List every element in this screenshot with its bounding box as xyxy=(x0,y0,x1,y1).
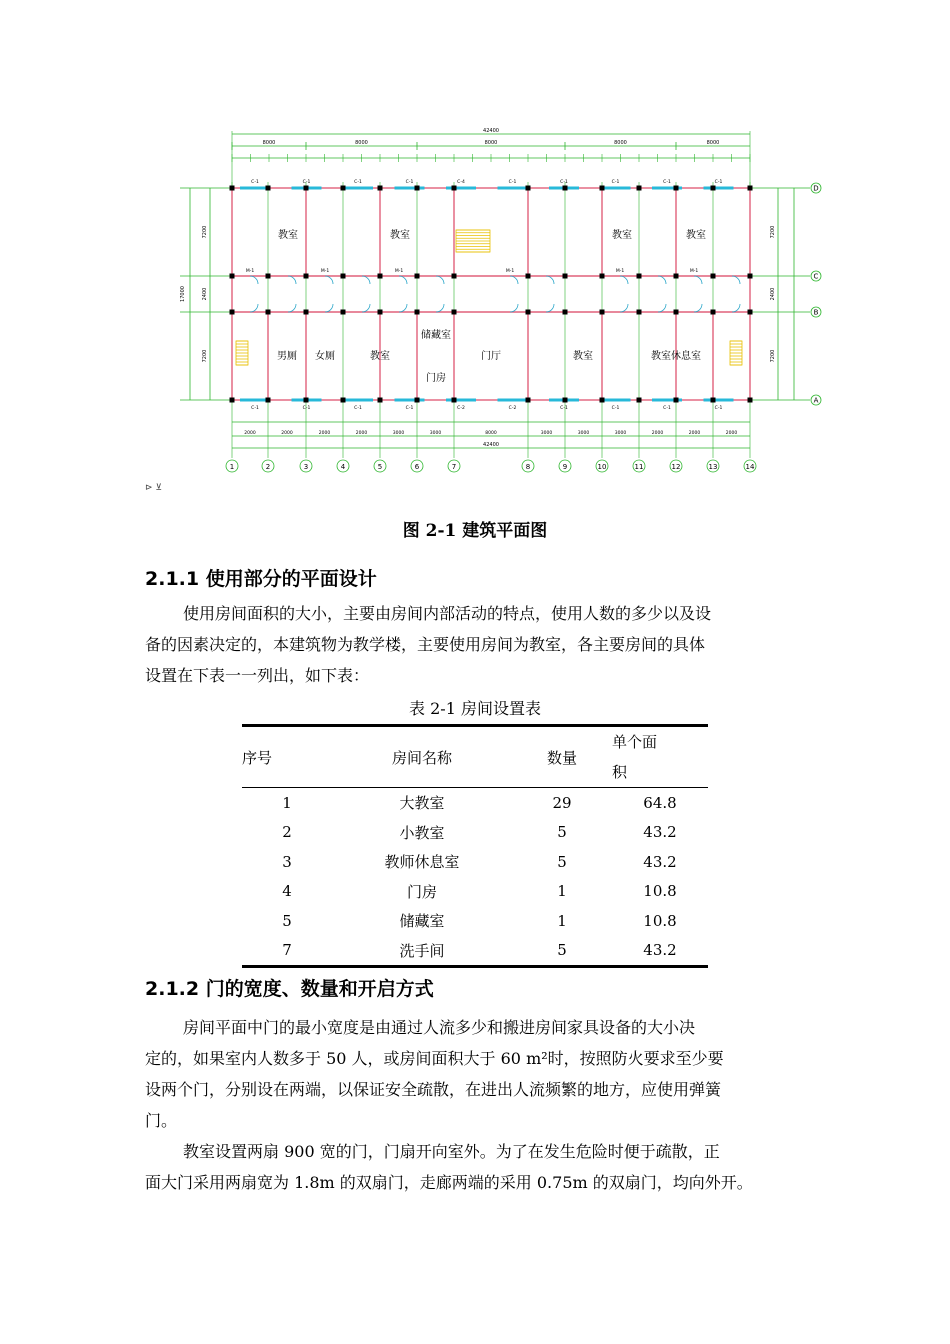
door-arc xyxy=(250,304,258,312)
table-row xyxy=(242,788,708,818)
cell-qty: 5 xyxy=(557,852,567,871)
room-label-classroom: 教室 xyxy=(612,230,632,241)
cell-area: 43.2 xyxy=(643,941,677,960)
structural-column xyxy=(674,310,679,315)
door-arc xyxy=(399,276,407,284)
structural-column xyxy=(266,398,271,403)
structural-column xyxy=(341,310,346,315)
door-label: M-1 xyxy=(505,269,515,274)
dim-total-bottom: 42400 xyxy=(483,442,499,448)
room-label-classroom: 教室 xyxy=(573,351,593,362)
structural-column xyxy=(674,274,679,279)
door-label: M-1 xyxy=(320,269,330,274)
dim-total-top: 42400 xyxy=(483,128,499,134)
window-label-top: C-4 xyxy=(457,180,465,185)
door-arc xyxy=(288,276,296,284)
cell-area: 10.8 xyxy=(643,882,677,901)
outer-wall xyxy=(232,188,750,400)
dim-bay-top: 8000 xyxy=(706,140,720,146)
window-label-bottom: C-1 xyxy=(405,406,414,411)
structural-column xyxy=(637,398,642,403)
axis-number: 10 xyxy=(597,463,607,471)
room-label-hall: 门厅 xyxy=(481,351,501,362)
door-arc xyxy=(325,304,333,312)
paragraph-line: 使用房间面积的大小，主要由房间内部活动的特点，使用人数的多少以及设 xyxy=(183,604,712,623)
table-row xyxy=(242,906,708,936)
dim-bottom: 2000 xyxy=(688,431,701,436)
structural-column xyxy=(526,186,531,191)
table-row xyxy=(242,936,708,967)
axis-number: 12 xyxy=(671,463,681,471)
paragraph-line: 定的，如果室内人数多于 50 人，或房间面积大于 60 m²时，按照防火要求至少要 xyxy=(145,1049,724,1068)
figure-anchor-mark: ⊳ ⊻ xyxy=(145,483,162,493)
door-arc xyxy=(250,276,258,284)
cell-name: 洗手间 xyxy=(399,941,445,960)
window-label-top: C-1 xyxy=(405,180,414,185)
structural-column xyxy=(674,398,679,403)
structural-column xyxy=(230,310,235,315)
dim-bay-top: 8000 xyxy=(484,140,498,146)
dim-bottom: 2000 xyxy=(651,431,664,436)
staircase xyxy=(730,341,742,365)
cell-no: 2 xyxy=(282,823,292,842)
dim-bottom: 3000 xyxy=(392,431,405,436)
door-arc xyxy=(694,276,702,284)
axis-number: 5 xyxy=(377,463,383,471)
paragraph-line: 教室设置两扇 900 宽的门，门扇开向室外。为了在发生危险时便于疏散，正 xyxy=(183,1142,720,1161)
window-label-bottom: C-2 xyxy=(508,406,517,411)
paragraph-line: 门。 xyxy=(145,1111,178,1130)
structural-column xyxy=(748,310,753,315)
window-label-bottom: C-1 xyxy=(611,406,620,411)
structural-column xyxy=(452,186,457,191)
structural-column xyxy=(266,186,271,191)
window-label-bottom: C-1 xyxy=(354,406,362,411)
room-label-storage: 储藏室 xyxy=(421,330,451,341)
cell-qty: 1 xyxy=(557,882,567,901)
cell-area: 10.8 xyxy=(643,911,677,930)
dim-overall-height: 17000 xyxy=(180,286,186,302)
section-1-paragraph xyxy=(145,598,815,691)
section-heading-2-1-2: 2.1.2 门的宽度、数量和开启方式 xyxy=(145,978,434,1000)
axis-number: 1 xyxy=(229,463,235,471)
door-arc xyxy=(362,304,370,312)
axis-letter: A xyxy=(813,396,819,405)
structural-column xyxy=(600,398,605,403)
axis-number: 9 xyxy=(562,463,568,471)
dim-bottom: 2000 xyxy=(355,431,368,436)
structural-column xyxy=(711,398,716,403)
section-2-paragraph-2 xyxy=(145,1136,815,1198)
cell-no: 5 xyxy=(282,911,292,930)
structural-column xyxy=(711,186,716,191)
structural-column xyxy=(230,186,235,191)
axis-number: 7 xyxy=(451,463,457,471)
cell-name: 小教室 xyxy=(399,823,445,842)
door-arc xyxy=(732,276,740,284)
structural-column xyxy=(563,398,568,403)
structural-column xyxy=(452,310,457,315)
axis-number: 14 xyxy=(745,463,755,471)
window-label-top: C-1 xyxy=(508,180,517,185)
cell-no: 7 xyxy=(282,941,292,960)
dim-left: 2400 xyxy=(202,287,208,301)
structural-column xyxy=(748,186,753,191)
dim-left: 7200 xyxy=(202,349,208,363)
axis-number: 2 xyxy=(265,463,271,471)
cell-no: 4 xyxy=(282,882,292,901)
structural-column xyxy=(748,398,753,403)
cell-qty: 5 xyxy=(557,941,567,960)
structural-column xyxy=(304,398,309,403)
structural-column xyxy=(600,310,605,315)
table-row xyxy=(242,877,708,907)
window-label-bottom: C-1 xyxy=(302,406,311,411)
cell-name: 储藏室 xyxy=(399,912,445,931)
header-no: 序号 xyxy=(242,748,273,767)
dim-bottom: 3000 xyxy=(429,431,442,436)
window-label-top: C-1 xyxy=(714,180,723,185)
dim-bottom: 3000 xyxy=(540,431,553,436)
door-arc xyxy=(732,304,740,312)
figure-caption: 图 2-1 建筑平面图 xyxy=(402,521,548,541)
dim-bottom: 2000 xyxy=(725,431,738,436)
room-label-mens: 男厕 xyxy=(277,351,297,362)
structural-column xyxy=(637,186,642,191)
dim-left: 7200 xyxy=(202,225,208,239)
structural-column xyxy=(266,310,271,315)
structural-column xyxy=(415,398,420,403)
door-arc xyxy=(658,304,666,312)
window-label-bottom: C-1 xyxy=(251,406,259,411)
door-arc xyxy=(546,276,554,284)
axis-number: 8 xyxy=(525,463,531,471)
dim-right: 7200 xyxy=(770,349,776,363)
room-settings-table xyxy=(242,724,708,968)
door-label: M-1 xyxy=(615,269,625,274)
table-row xyxy=(242,818,708,848)
door-arc xyxy=(325,276,333,284)
window-label-top: C-1 xyxy=(560,180,568,185)
window-label-bottom: C-1 xyxy=(560,406,568,411)
structural-column xyxy=(415,274,420,279)
structural-column xyxy=(452,398,457,403)
structural-column xyxy=(378,310,383,315)
structural-column xyxy=(563,310,568,315)
structural-column xyxy=(526,310,531,315)
section-2-paragraph-1 xyxy=(145,1012,815,1136)
door-arc xyxy=(436,304,444,312)
door-label: M-1 xyxy=(394,269,404,274)
axis-number: 4 xyxy=(340,463,346,471)
cell-qty: 5 xyxy=(557,823,567,842)
window-label-top: C-1 xyxy=(663,180,671,185)
structural-column xyxy=(748,274,753,279)
structural-column xyxy=(711,310,716,315)
axis-number: 6 xyxy=(414,463,420,471)
room-label-womens: 女厕 xyxy=(315,351,335,362)
structural-column xyxy=(304,274,309,279)
cell-qty: 29 xyxy=(552,793,572,812)
door-arc xyxy=(620,304,628,312)
structural-column xyxy=(304,310,309,315)
room-label-classroom: 教室 xyxy=(278,230,298,241)
structural-column xyxy=(341,274,346,279)
room-label-teacher-lounge: 教室休息室 xyxy=(651,351,701,362)
staircase xyxy=(456,230,490,252)
cell-area: 43.2 xyxy=(643,852,677,871)
axis-letter: C xyxy=(813,272,819,281)
window-label-bottom: C-1 xyxy=(714,406,723,411)
door-arc xyxy=(436,276,444,284)
structural-column xyxy=(563,274,568,279)
cell-name: 大教室 xyxy=(399,794,445,813)
structural-column xyxy=(637,310,642,315)
dim-right: 7200 xyxy=(770,225,776,239)
dim-bay-top: 8000 xyxy=(355,140,368,146)
door-arc xyxy=(362,276,370,284)
dim-bottom: 2000 xyxy=(244,431,256,436)
door-arc xyxy=(510,304,518,312)
table-header-row xyxy=(242,726,708,788)
axis-number: 3 xyxy=(303,463,309,471)
window-label-top: C-1 xyxy=(354,180,362,185)
structural-column xyxy=(230,274,235,279)
dim-bottom: 3000 xyxy=(614,431,627,436)
axis-number: 11 xyxy=(634,463,644,471)
axis-number: 13 xyxy=(708,463,718,471)
structural-column xyxy=(304,186,309,191)
cell-no: 3 xyxy=(282,852,292,871)
room-label-classroom: 教室 xyxy=(390,230,410,241)
paragraph-line: 房间平面中门的最小宽度是由通过人流多少和搬进房间家具设备的大小决 xyxy=(183,1018,696,1037)
door-arc xyxy=(694,304,702,312)
header-room-name: 房间名称 xyxy=(391,748,452,767)
window-label-top: C-1 xyxy=(302,180,311,185)
section-heading-2-1-1: 2.1.1 使用部分的平面设计 xyxy=(145,568,377,590)
dim-bottom: 2000 xyxy=(318,431,331,436)
structural-column xyxy=(378,398,383,403)
door-arc xyxy=(658,276,666,284)
window-label-top: C-1 xyxy=(251,180,259,185)
structural-column xyxy=(674,186,679,191)
door-arc xyxy=(399,304,407,312)
cell-name: 门房 xyxy=(406,882,437,901)
cell-area: 64.8 xyxy=(643,793,677,812)
structural-column xyxy=(378,274,383,279)
structural-column xyxy=(341,398,346,403)
paragraph-line: 面大门采用两扇宽为 1.8m 的双扇门，走廊两端的采用 0.75m 的双扇门，均向外开。 xyxy=(145,1173,753,1192)
dim-bay-top: 8000 xyxy=(262,140,276,146)
floor-plan-figure xyxy=(170,126,830,478)
dim-bay-top: 8000 xyxy=(614,140,627,146)
structural-column xyxy=(711,274,716,279)
door-arc xyxy=(546,304,554,312)
structural-column xyxy=(637,274,642,279)
window-label-bottom: C-2 xyxy=(457,406,465,411)
door-label: M-1 xyxy=(689,269,699,274)
structural-column xyxy=(563,186,568,191)
header-quantity: 数量 xyxy=(546,748,577,767)
cell-qty: 1 xyxy=(557,911,567,930)
dim-right: 2400 xyxy=(770,287,776,301)
door-arc xyxy=(510,276,518,284)
structural-column xyxy=(415,186,420,191)
window-label-top: C-1 xyxy=(611,180,620,185)
structural-column xyxy=(415,310,420,315)
structural-column xyxy=(452,274,457,279)
dim-bottom: 2000 xyxy=(281,431,293,436)
paragraph-line: 设两个门，分别设在两端，以保证安全疏散，在进出人流频繁的地方，应使用弹簧 xyxy=(145,1080,722,1099)
table-caption: 表 2-1 房间设置表 xyxy=(409,699,541,718)
structural-column xyxy=(266,274,271,279)
header-unit-area: 单个面 积 xyxy=(612,733,658,781)
door-arc xyxy=(620,276,628,284)
structural-column xyxy=(230,398,235,403)
structural-column xyxy=(526,398,531,403)
structural-column xyxy=(600,186,605,191)
room-label-gatehouse: 门房 xyxy=(426,373,446,384)
structural-column xyxy=(600,274,605,279)
cell-name: 教师休息室 xyxy=(384,853,460,872)
axis-letter: D xyxy=(813,184,819,193)
staircase xyxy=(236,341,248,365)
structural-column xyxy=(526,274,531,279)
window-label-bottom: C-1 xyxy=(663,406,671,411)
paragraph-line: 设置在下表一一列出，如下表： xyxy=(145,666,370,685)
table-row xyxy=(242,847,708,877)
structural-column xyxy=(378,186,383,191)
dim-bottom: 3000 xyxy=(577,431,590,436)
dim-bottom: 8000 xyxy=(485,431,497,436)
door-label: M-1 xyxy=(245,269,255,274)
structural-column xyxy=(341,186,346,191)
cell-area: 43.2 xyxy=(643,823,677,842)
door-arc xyxy=(288,304,296,312)
cell-no: 1 xyxy=(282,793,292,812)
room-label-classroom: 教室 xyxy=(686,230,706,241)
room-label-classroom: 教室 xyxy=(370,351,390,362)
paragraph-line: 备的因素决定的，本建筑物为教学楼，主要使用房间为教室，各主要房间的具体 xyxy=(145,635,706,654)
axis-letter: B xyxy=(813,308,819,317)
